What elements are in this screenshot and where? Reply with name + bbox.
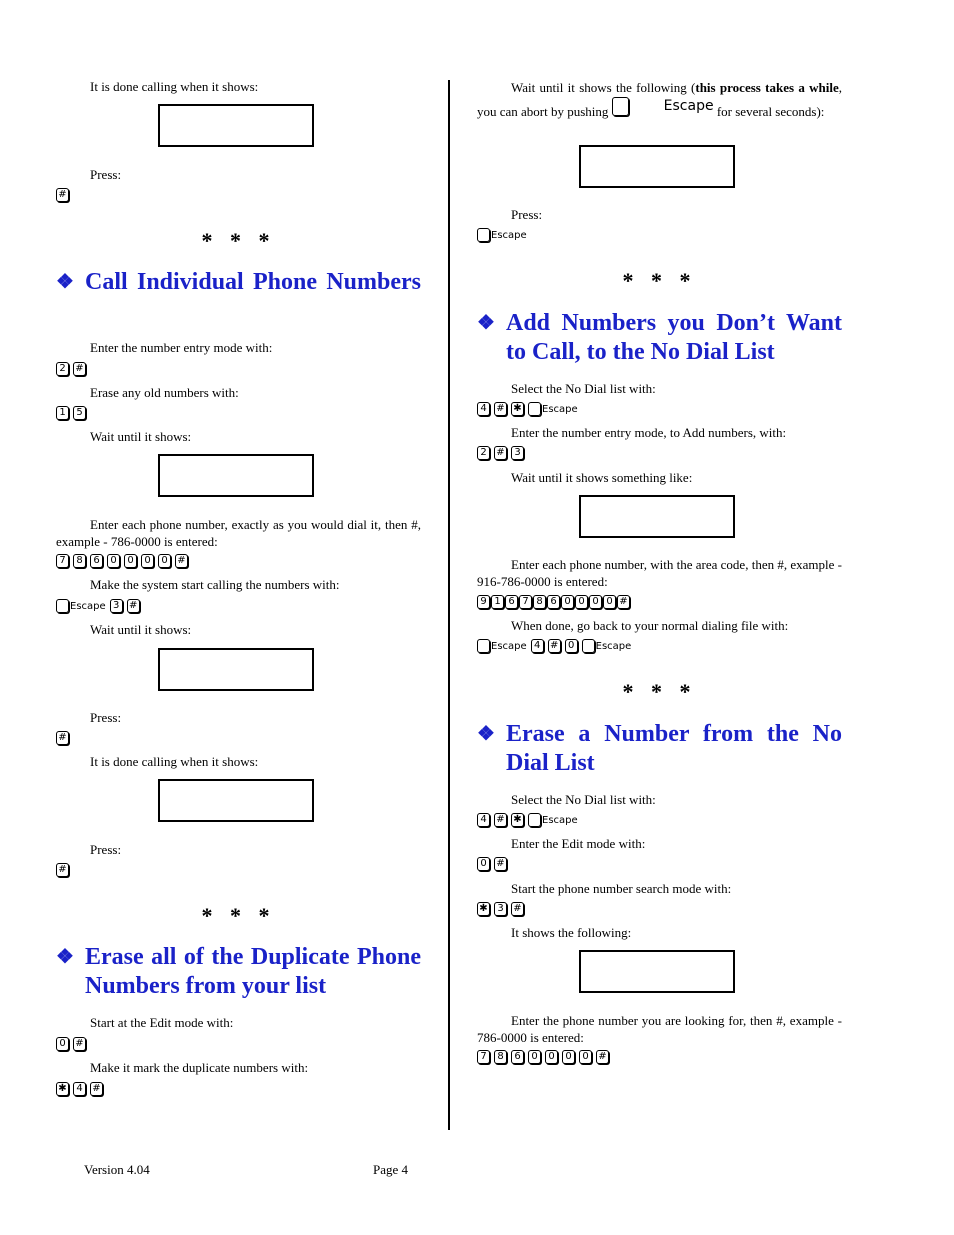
keypad-key: 0	[562, 1050, 575, 1064]
keypad-key: #	[548, 639, 561, 653]
press-text: Press:	[511, 207, 543, 222]
select-nodial-text: Select the No Dial list with:	[511, 381, 656, 396]
keypad-key: 4	[73, 1082, 86, 1096]
keypad-key: #	[73, 362, 86, 376]
keypad-key: 0	[56, 1037, 69, 1051]
keypad-key: #	[494, 446, 507, 460]
heading-erase-number: ❖ Erase a Number from the No Dial List	[477, 721, 842, 776]
keypad-key: ✱	[511, 402, 524, 416]
enter-looking-text: Enter the phone number you are looking for, then #, example - 786-0000 is entered:	[477, 1013, 842, 1045]
erase-old-text: Erase any old numbers with:	[90, 385, 239, 400]
key-sequence	[56, 404, 86, 422]
lcd-display	[158, 454, 314, 497]
escape-key: Escape	[477, 228, 527, 242]
escape-key: Escape	[612, 97, 714, 116]
shows-following-text: It shows the following:	[511, 925, 632, 940]
keypad-key: 6	[511, 1050, 524, 1064]
lcd-display	[158, 104, 314, 147]
keypad-key: #	[127, 599, 140, 613]
diamond-bullet-icon: ❖	[56, 946, 74, 968]
keypad-key: #	[494, 402, 507, 416]
wait-like-text: Wait until it shows something like:	[511, 470, 693, 485]
keypad-key: 0	[603, 595, 616, 609]
keypad-key: ✱	[511, 813, 524, 827]
keypad-key: 0	[141, 554, 154, 568]
keypad-key: 4	[531, 639, 544, 653]
keypad-key: 1	[491, 595, 504, 609]
keypad-key: 0	[579, 1050, 592, 1064]
enter-edit-text: Enter the Edit mode with:	[511, 836, 646, 851]
keypad-key: 3	[494, 902, 507, 916]
keypad-key: 0	[561, 595, 574, 609]
mark-dup-text: Make it mark the duplicate numbers with:	[90, 1060, 309, 1075]
key-sequence	[56, 186, 69, 204]
keypad-key: 5	[73, 406, 86, 420]
diamond-bullet-icon: ❖	[477, 312, 495, 334]
key-sequence	[477, 900, 524, 918]
keypad-key: #	[73, 1037, 86, 1051]
section-separator: * * *	[622, 268, 697, 293]
keypad-key: 6	[505, 595, 518, 609]
keypad-key: #	[494, 857, 507, 871]
keypad-key: 0	[124, 554, 137, 568]
keypad-key: ✱	[477, 902, 490, 916]
section-separator: * * *	[622, 679, 697, 704]
key-sequence	[477, 444, 524, 462]
key-sequence	[477, 226, 527, 244]
keypad-key: 2	[477, 446, 490, 460]
keypad-key: 8	[73, 554, 86, 568]
keypad-key: 9	[477, 595, 490, 609]
keypad-key: #	[494, 813, 507, 827]
key-sequence	[56, 729, 69, 747]
section-separator: * * *	[201, 228, 276, 253]
search-mode-text: Start the phone number search mode with:	[511, 881, 732, 896]
keypad-key: #	[56, 731, 69, 745]
lcd-display	[158, 779, 314, 822]
keypad-key: 0	[565, 639, 578, 653]
keypad-key: ✱	[56, 1082, 69, 1096]
keypad-key: 0	[575, 595, 588, 609]
key-sequence	[477, 637, 631, 655]
wait-text: Wait until it shows:	[90, 622, 192, 637]
done-calling-text: It is done calling when it shows:	[90, 79, 259, 94]
done-calling-text: It is done calling when it shows:	[90, 754, 259, 769]
keypad-key: 4	[477, 402, 490, 416]
heading-call-individual: ❖ Call Individual Phone Numbers	[56, 269, 421, 295]
press-text: Press:	[90, 710, 122, 725]
key-sequence	[56, 861, 69, 879]
heading-erase-duplicates: ❖ Erase all of the Duplicate Phone Numbers from your list	[56, 944, 421, 999]
press-text: Press:	[90, 167, 122, 182]
keypad-key: 6	[90, 554, 103, 568]
key-sequence	[477, 593, 630, 611]
keypad-key: 0	[528, 1050, 541, 1064]
footer-page-number: Page 4	[373, 1162, 409, 1177]
keypad-key: 0	[545, 1050, 558, 1064]
keypad-key: 1	[56, 406, 69, 420]
column-divider	[448, 80, 450, 1130]
keypad-key: #	[56, 863, 69, 877]
keypad-key: 0	[107, 554, 120, 568]
keypad-key: 7	[519, 595, 532, 609]
keypad-key: 6	[547, 595, 560, 609]
escape-key: Escape	[528, 813, 578, 827]
escape-key: Escape	[582, 639, 632, 653]
keypad-key: 0	[158, 554, 171, 568]
keypad-key: 4	[477, 813, 490, 827]
key-sequence	[56, 552, 188, 570]
key-sequence	[477, 855, 507, 873]
keypad-key: 8	[494, 1050, 507, 1064]
enter-mode-text: Enter the number entry mode with:	[90, 340, 273, 355]
keypad-key: 7	[56, 554, 69, 568]
heading-add-no-dial: ❖ Add Numbers you Don’t Want to Call, to the No Dial List	[477, 310, 842, 365]
escape-key: Escape	[477, 639, 527, 653]
keypad-key: #	[175, 554, 188, 568]
key-sequence	[477, 400, 578, 418]
keypad-key: 0	[589, 595, 602, 609]
lcd-display	[158, 648, 314, 691]
wait-text: Wait until it shows:	[90, 429, 192, 444]
lcd-display	[579, 950, 735, 993]
enter-each-text: Enter each phone number, exactly as you would dial it, then #, example - 786-0000 is entered:	[56, 517, 421, 549]
key-sequence	[56, 597, 140, 615]
footer-version: Version 4.04	[84, 1162, 150, 1177]
enter-area-text: Enter each phone number, with the area code, then #, example - 916-786-0000 is entered:	[477, 557, 842, 589]
diamond-bullet-icon: ❖	[477, 723, 495, 745]
lcd-display	[579, 145, 735, 188]
lcd-display	[579, 495, 735, 538]
escape-key: Escape	[56, 599, 106, 613]
keypad-key: 3	[110, 599, 123, 613]
done-back-text: When done, go back to your normal dialing file with:	[511, 618, 789, 633]
make-start-text: Make the system start calling the numbers with:	[90, 577, 340, 592]
key-sequence	[56, 1035, 86, 1053]
keypad-key: 7	[477, 1050, 490, 1064]
enter-add-text: Enter the number entry mode, to Add numbers, with:	[511, 425, 787, 440]
key-sequence	[477, 811, 578, 829]
key-sequence	[56, 1080, 103, 1098]
keypad-key: #	[511, 902, 524, 916]
key-sequence	[477, 1048, 609, 1066]
escape-key: Escape	[528, 402, 578, 416]
keypad-key: 2	[56, 362, 69, 376]
keypad-key: #	[617, 595, 630, 609]
keypad-key: 8	[533, 595, 546, 609]
keypad-key: 0	[477, 857, 490, 871]
section-separator: * * *	[201, 903, 276, 928]
key-sequence	[56, 360, 86, 378]
start-edit-text: Start at the Edit mode with:	[90, 1015, 234, 1030]
diamond-bullet-icon: ❖	[56, 271, 74, 293]
keypad-key: #	[90, 1082, 103, 1096]
wait-following-text: Wait until it shows the following (this process takes a while, you can abort by pushing Escape for several seconds):	[477, 80, 842, 119]
keypad-key: #	[56, 188, 69, 202]
press-text: Press:	[90, 842, 122, 857]
keypad-key: 3	[511, 446, 524, 460]
select-nodial-text: Select the No Dial list with:	[511, 792, 656, 807]
keypad-key: #	[596, 1050, 609, 1064]
